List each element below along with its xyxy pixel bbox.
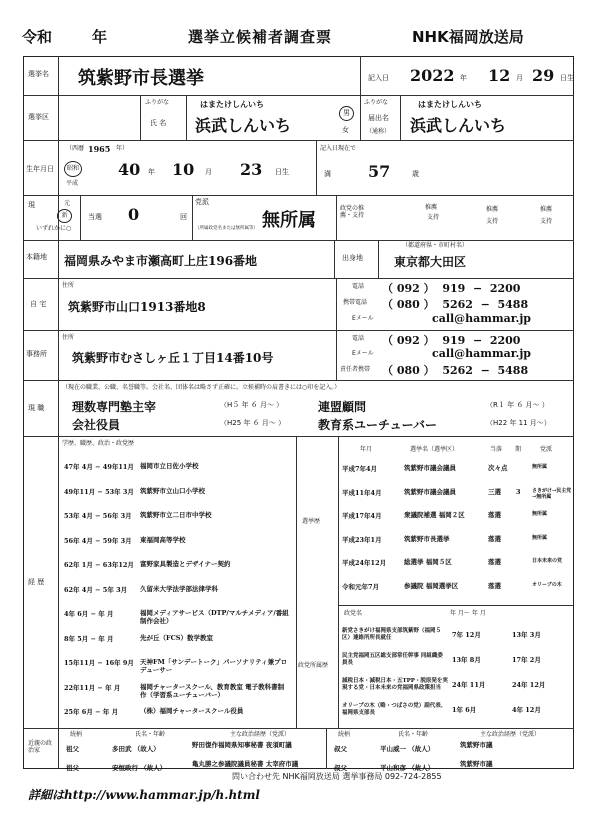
eh-result: 落選 (488, 581, 501, 590)
eh-party: 無所属 (532, 464, 548, 470)
gender-male: 男 (339, 106, 354, 121)
career-period: 53年 4月 − 56年 3月 (64, 512, 132, 520)
eh-result: 次々点 (488, 464, 508, 472)
career-desc: 筑紫野市立山口小学校 (140, 486, 205, 495)
eh-result: 三選 (488, 487, 501, 496)
eh-name: 筑紫野市議会議員 (404, 464, 456, 472)
career-desc: 福岡市立日佐小学校 (140, 462, 199, 470)
career-desc: 富野家具製造とデザイナー契約 (140, 560, 231, 568)
office-pm-2: 5262 (442, 364, 473, 377)
filled-month: 12 (488, 66, 511, 85)
family-name: 平山威一 （故人） (380, 745, 435, 753)
eh-name: 衆議院補選 福岡２区 (404, 511, 465, 519)
eh-name: 総選挙 福岡５区 (404, 558, 452, 566)
career-period: 62年 4月 − 5年 3月 (64, 585, 128, 594)
election-name-label: 選挙名 (28, 70, 49, 78)
eh-date: 平成11年4月 (342, 488, 382, 497)
eh-term: 3 (516, 487, 521, 496)
office-tel-1: 092 (396, 334, 420, 347)
family-relation: 祖父 (66, 745, 79, 753)
eh-name: 参議院 福岡選挙区 (404, 581, 459, 590)
era-showa: 昭和 (64, 161, 82, 177)
career-desc: 東福岡高等学校 (140, 535, 186, 544)
station-name: NHK福岡放送局 (412, 28, 524, 46)
gender-female: 女 (342, 126, 349, 134)
footer-contact: 問い合わせ先 NHK福岡放送局 選挙事務局 092-724-2855 (232, 772, 442, 781)
office-pm-1: 080 (396, 364, 420, 377)
family-career: 亀丸勝之参議院議員秘書 太宰府市議 (192, 760, 299, 768)
election-name-value: 筑紫野市長選挙 (78, 68, 204, 89)
ph-from: 24年 11月 (452, 681, 486, 689)
career-period: 15年11月 − 16年 9月 (64, 659, 134, 667)
registered-furigana: はまたけしんいち (418, 99, 482, 109)
eh-result: 落選 (488, 534, 501, 543)
ph-to: 4年 12月 (512, 706, 541, 714)
family-career: 野田復作福岡県知事秘書 夜須町議 (192, 741, 292, 749)
family-career: 筑紫野市議 (460, 741, 493, 749)
career-desc: 先が丘（FCS）数学教室 (140, 633, 213, 642)
career-desc: 久留米大学法学部法律学科 (140, 584, 218, 593)
district-label: 選挙区 (28, 113, 49, 121)
eh-name: 筑紫野市長選挙 (404, 534, 450, 543)
family-relation: 祖父 (66, 764, 79, 772)
career-period: 62年 1月 − 63年12月 (64, 561, 134, 569)
eh-party: さきがけ→民主党→無所属 (532, 487, 572, 500)
eh-result: 落選 (488, 558, 501, 566)
office-address: 筑紫野市むさしヶ丘１丁目14番10号 (72, 351, 274, 365)
home-mobile-1: 080 (396, 298, 420, 311)
filled-year: 2022 (410, 66, 455, 85)
career-desc: 福岡メディアサービス（DTP/マルチメディア/番組制作会社） (140, 609, 289, 625)
candidate-furigana: はまたけしんいち (200, 99, 264, 109)
ph-from: 1年 6月 (452, 706, 477, 714)
eh-date: 平成24年12月 (342, 559, 387, 567)
ph-to: 13年 3月 (512, 631, 541, 639)
filled-day: 29 (532, 66, 555, 85)
office-pm-3: 5488 (497, 364, 529, 377)
home-tel-2: 919 (442, 282, 466, 295)
eh-date: 平成17年4月 (342, 512, 382, 520)
eh-party: オリーブの木 (532, 581, 562, 588)
career-period: 25年 6月 − 年 月 (64, 708, 119, 716)
career-desc: （株）福岡チャータースクール役員 (140, 707, 244, 715)
birth-era-year: 40 (118, 160, 141, 179)
honseki-value: 福岡県みやま市瀬高町上庄196番地 (64, 254, 258, 268)
home-mobile-2: 5262 (442, 298, 473, 311)
ph-from: 7年 12月 (452, 631, 481, 639)
family-career: 筑紫野市議 (460, 760, 493, 768)
birthday-label: 生年月日 (26, 165, 54, 173)
family-name: 多田武 （故人） (112, 745, 160, 753)
party-value: 無所属 (262, 210, 316, 231)
home-address: 筑紫野市山口1913番地8 (68, 300, 206, 314)
current-job-1: 理数専門塾主宰 (72, 400, 157, 414)
eh-date: 平成7年4月 (342, 465, 378, 473)
birthplace-value: 東京都大田区 (394, 255, 467, 269)
current-job-3: 会社役員 (72, 418, 121, 432)
candidate-name: 浜武しんいち (195, 116, 292, 135)
family-relation: 叔父 (334, 745, 347, 753)
footer-detail-link[interactable]: 詳細はhttp://www.hammar.jp/h.html (28, 788, 260, 802)
current-job-4: 教育系ユーチューバー (318, 418, 438, 432)
career-period: 49年11月 − 53年 3月 (64, 487, 134, 496)
home-tel-1: 092 (396, 282, 420, 295)
ph-to: 17年 2月 (512, 656, 541, 664)
ph-name: 減税日本・減税日本・五TPP・脱原発を実現する党・日本未来の党福岡県政策担当 (342, 678, 448, 691)
birth-month: 10 (172, 160, 195, 179)
family-relation: 叔父 (334, 764, 347, 772)
family-name: 安恒政行 （故人） (112, 764, 167, 772)
career-period: 47年 4月 − 49年11月 (64, 463, 134, 471)
career-period: 22年11月 − 年 月 (64, 683, 121, 692)
eh-date: 令和元年7月 (342, 582, 380, 591)
birth-western-year: 1965 (88, 144, 111, 154)
eh-name: 筑紫野市議会議員 (404, 487, 456, 496)
office-tel-3: 2200 (489, 334, 521, 347)
eh-party: 無所属 (532, 534, 548, 541)
ph-from: 13年 8月 (452, 656, 481, 664)
career-desc: 筑紫野市立二日市中学校 (140, 511, 212, 519)
status-new: 新 (57, 209, 72, 223)
filled-date-label: 記入日 (368, 74, 389, 82)
ph-name: 民主党福岡五区総支部常任幹事 同組織委員長 (342, 653, 443, 666)
name-label: 氏 名 (150, 119, 167, 127)
elected-count: 0 (128, 205, 140, 224)
family-name: 平山和彦 （故人） (380, 764, 435, 772)
career-desc: 天神FM「サンデートーク」パーソナリティ兼プロデューサー (140, 658, 288, 674)
home-tel-3: 2200 (489, 282, 521, 295)
career-period: 8年 5月 − 年 月 (64, 634, 114, 643)
home-mobile-3: 5488 (497, 298, 529, 311)
header-year-unit: 年 (92, 28, 108, 46)
office-tel-2: 919 (442, 334, 466, 347)
office-email[interactable]: call@hammar.jp (432, 347, 531, 360)
age-value: 57 (368, 162, 391, 181)
eh-party: 無所属 (532, 511, 548, 517)
home-email[interactable]: call@hammar.jp (432, 312, 531, 325)
registered-name: 浜武しんいち (410, 116, 507, 135)
career-desc: 福岡チャータースクール、教育教室 電子教科書制作（学習系ユーチューバー） (140, 682, 285, 699)
ph-to: 24年 12月 (512, 681, 546, 689)
eh-result: 落選 (488, 511, 501, 519)
header-era: 令和 (22, 28, 53, 46)
career-period: 56年 4月 − 59年 3月 (64, 536, 132, 545)
career-period: 4年 6月 − 年 月 (64, 610, 114, 618)
form-title: 選挙立候補者調査票 (188, 28, 333, 46)
eh-party: 日本未来の党 (532, 558, 563, 564)
ph-name: 新党さきがけ福岡県支部筑紫野（福岡５区）連絡所所長就任 (342, 628, 442, 641)
birth-day: 23 (240, 160, 263, 179)
ph-name: オリーブの木（略・つばさの党）副代表、福岡県支部長 (342, 703, 447, 716)
current-job-2: 連盟顧問 (318, 400, 367, 414)
eh-date: 平成23年1月 (342, 535, 382, 544)
